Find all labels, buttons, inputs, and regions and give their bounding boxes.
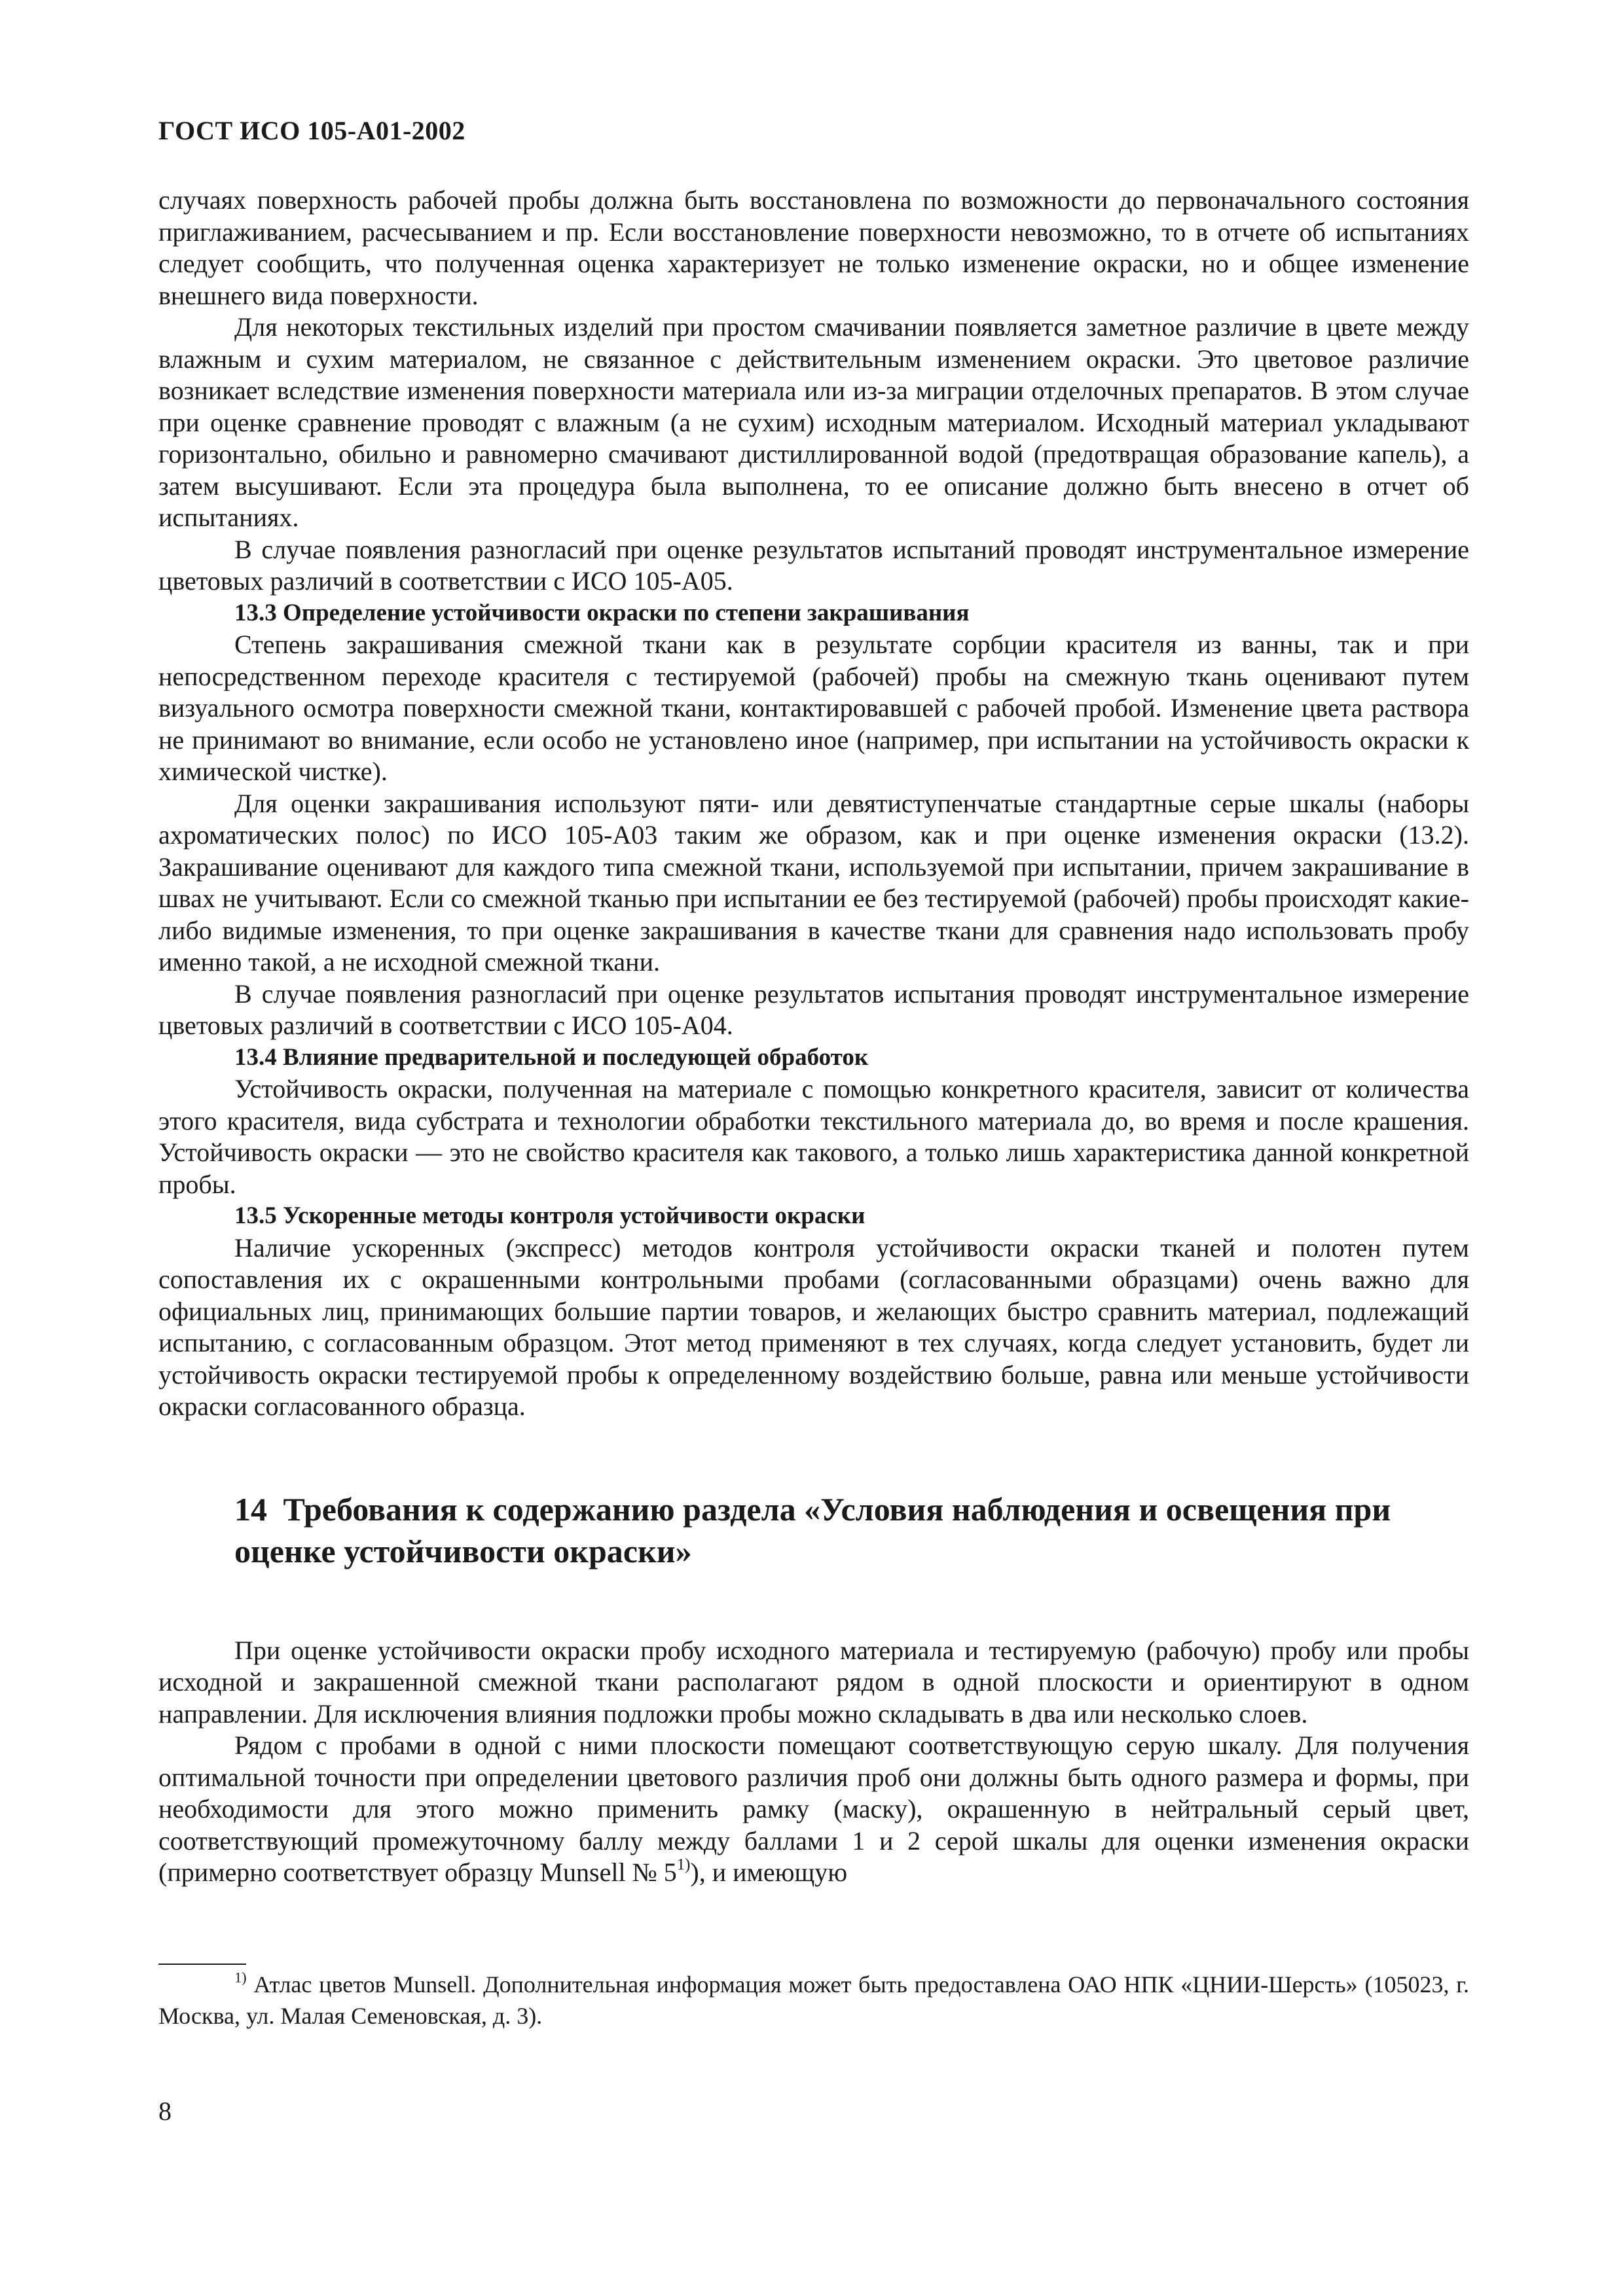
paragraph: Для оценки закрашивания используют пяти- или девятиступенчатые стандартные серые шкалы (наборы ахроматических полос) по ИСО 105-A03 таким же образом, как и при оценке изменения окраски (13.2). Закрашивание оценивают для каждого типа смежной ткани, используемой при испытании, причем закрашивание в швах не учитывают. Если со смежной тканью при испытании ее без тестируемой (рабочей) пробы происходят какие-либо видимые изменения, то при оценке закрашивания в качестве ткани для сравнения надо использовать пробу именно такой, а не исходной смежной ткани. (158, 788, 1469, 977)
paragraph: случаях поверхность рабочей пробы должна быть восстановлена по возможности до первоначального состояния приглаживанием, расчесыванием и пр. Если восстановление поверхности невозможно, то в отчете об испытаниях следует сообщить, что полученная оценка характеризует не только изменение окраски, но и общее изменение внешнего вида поверхности. (158, 185, 1469, 310)
paragraph: При оценке устойчивости окраски пробу исходного материала и тестируемую (рабочую) пробу или пробы исходной и закрашенной смежной ткани располагают рядом в одной плоскости и ориентируют в одном направлении. Для исключения влияния подложки пробы можно складывать в два или несколько слоев. (158, 1635, 1469, 1729)
paragraph: Для некоторых текстильных изделий при простом смачивании появляется заметное различие в цвете между влажным и сухим материалом, не связанное с действительным изменением окраски. Это цветовое различие возникает вследствие изменения поверхности материала или из-за миграции отделочных препаратов. В этом случае при оценке сравнение проводят с влажным (а не сухим) исходным материалом. Исходный материал укладывают горизонтально, обильно и равномерно смачивают дистиллированной водой (предотвращая образование капель), а затем высушивают. Если эта процедура была выполнена, то ее описание должно быть внесено в отчет об испытаниях. (158, 312, 1469, 532)
page-number: 8 (158, 2096, 172, 2126)
paragraph (158, 1730, 1469, 1889)
paragraph: В случае появления разногласий при оценке результатов испытаний проводят инструментальное измерение цветовых различий в соответствии с ИСО 105-A05. (158, 534, 1469, 596)
subsection-heading-13-5: 13.5 Ускоренные методы контроля устойчивости окраски (234, 1202, 866, 1229)
paragraph: Наличие ускоренных (экспресс) методов контроля устойчивости окраски тканей и полотен путем сопоставления их с окрашенными контрольными пробами (согласованными образцами) очень важно для официальных лиц, принимающих большие партии товаров, и желающих быстро сравнить материал, подлежащий испытанию, с согласованным образцом. Этот метод применяют в тех случаях, когда следует установить, будет ли устойчивость окраски тестируемой пробы к определенному воздействию больше, равна или меньше устойчивости окраски согласованного образца. (158, 1232, 1469, 1421)
footnote-ref: 1) (676, 1856, 691, 1874)
document-page (158, 111, 1469, 1889)
subsection-heading-13-4: 13.4 Влияние предварительной и последующей обработок (234, 1043, 869, 1071)
paragraph: Степень закрашивания смежной ткани как в результате сорбции красителя из ванны, так и при непосредственном переходе красителя с тестируемой (рабочей) пробы на смежную ткань оценивают путем визуального осмотра поверхности смежной ткани, контактировавшей с рабочей пробой. Изменение цвета раствора не принимают во внимание, если особо не установлено иное (например, при испытании на устойчивость окраски к химической чистке). (158, 630, 1469, 786)
paragraph-text: Рядом с пробами в одной с ними плоскости помещают соответствующую серую шкалу. Для получения оптимальной точности при определении цветового различия проб они должны быть одного размера и формы, при необходимости для этого можно применить рамку (маску), окрашенную в нейтральный серый цвет, соответствующий промежуточному баллу между баллами 1 и 2 серой шкалы для оценки изменения окраски (примерно соответствует образцу Munsell № 5 (158, 1731, 1469, 1887)
paragraph: В случае появления разногласий при оценке результатов испытания проводят инструментальное измерение цветовых различий в соответствии с ИСО 105-A04. (158, 978, 1469, 1040)
section-heading-14 (158, 1488, 1469, 1572)
subsection-heading-13-3: 13.3 Определение устойчивости окраски по степени закрашивания (234, 599, 970, 626)
paragraph: Устойчивость окраски, полученная на материале с помощью конкретного красителя, зависит от количества этого красителя, вида субстрата и технологии обработки текстильного материала до, во время и после крашения. Устойчивость окраски — это не свойство красителя как такового, а только лишь характеристика данной конкретной пробы. (158, 1074, 1469, 1199)
section-number: 14 (234, 1490, 267, 1528)
footnote-divider (158, 1964, 246, 1965)
footnote-text: Атлас цветов Munsell. Дополнительная информация может быть предоставлена ОАО НПК «ЦНИИ-Шерсть» (105023, г. Москва, ул. Малая Семеновская, д. 3). (158, 1971, 1469, 2029)
footnote-marker: 1) (234, 1969, 247, 1986)
document-header: ГОСТ ИСО 105-A01-2002 (158, 116, 465, 145)
section-title: Требования к содержанию раздела «Условия наблюдения и освещения при оценке устойчивости окраски» (234, 1490, 1391, 1570)
footnote (158, 1969, 1469, 2032)
paragraph-text-end: ), и имеющую (690, 1857, 848, 1887)
